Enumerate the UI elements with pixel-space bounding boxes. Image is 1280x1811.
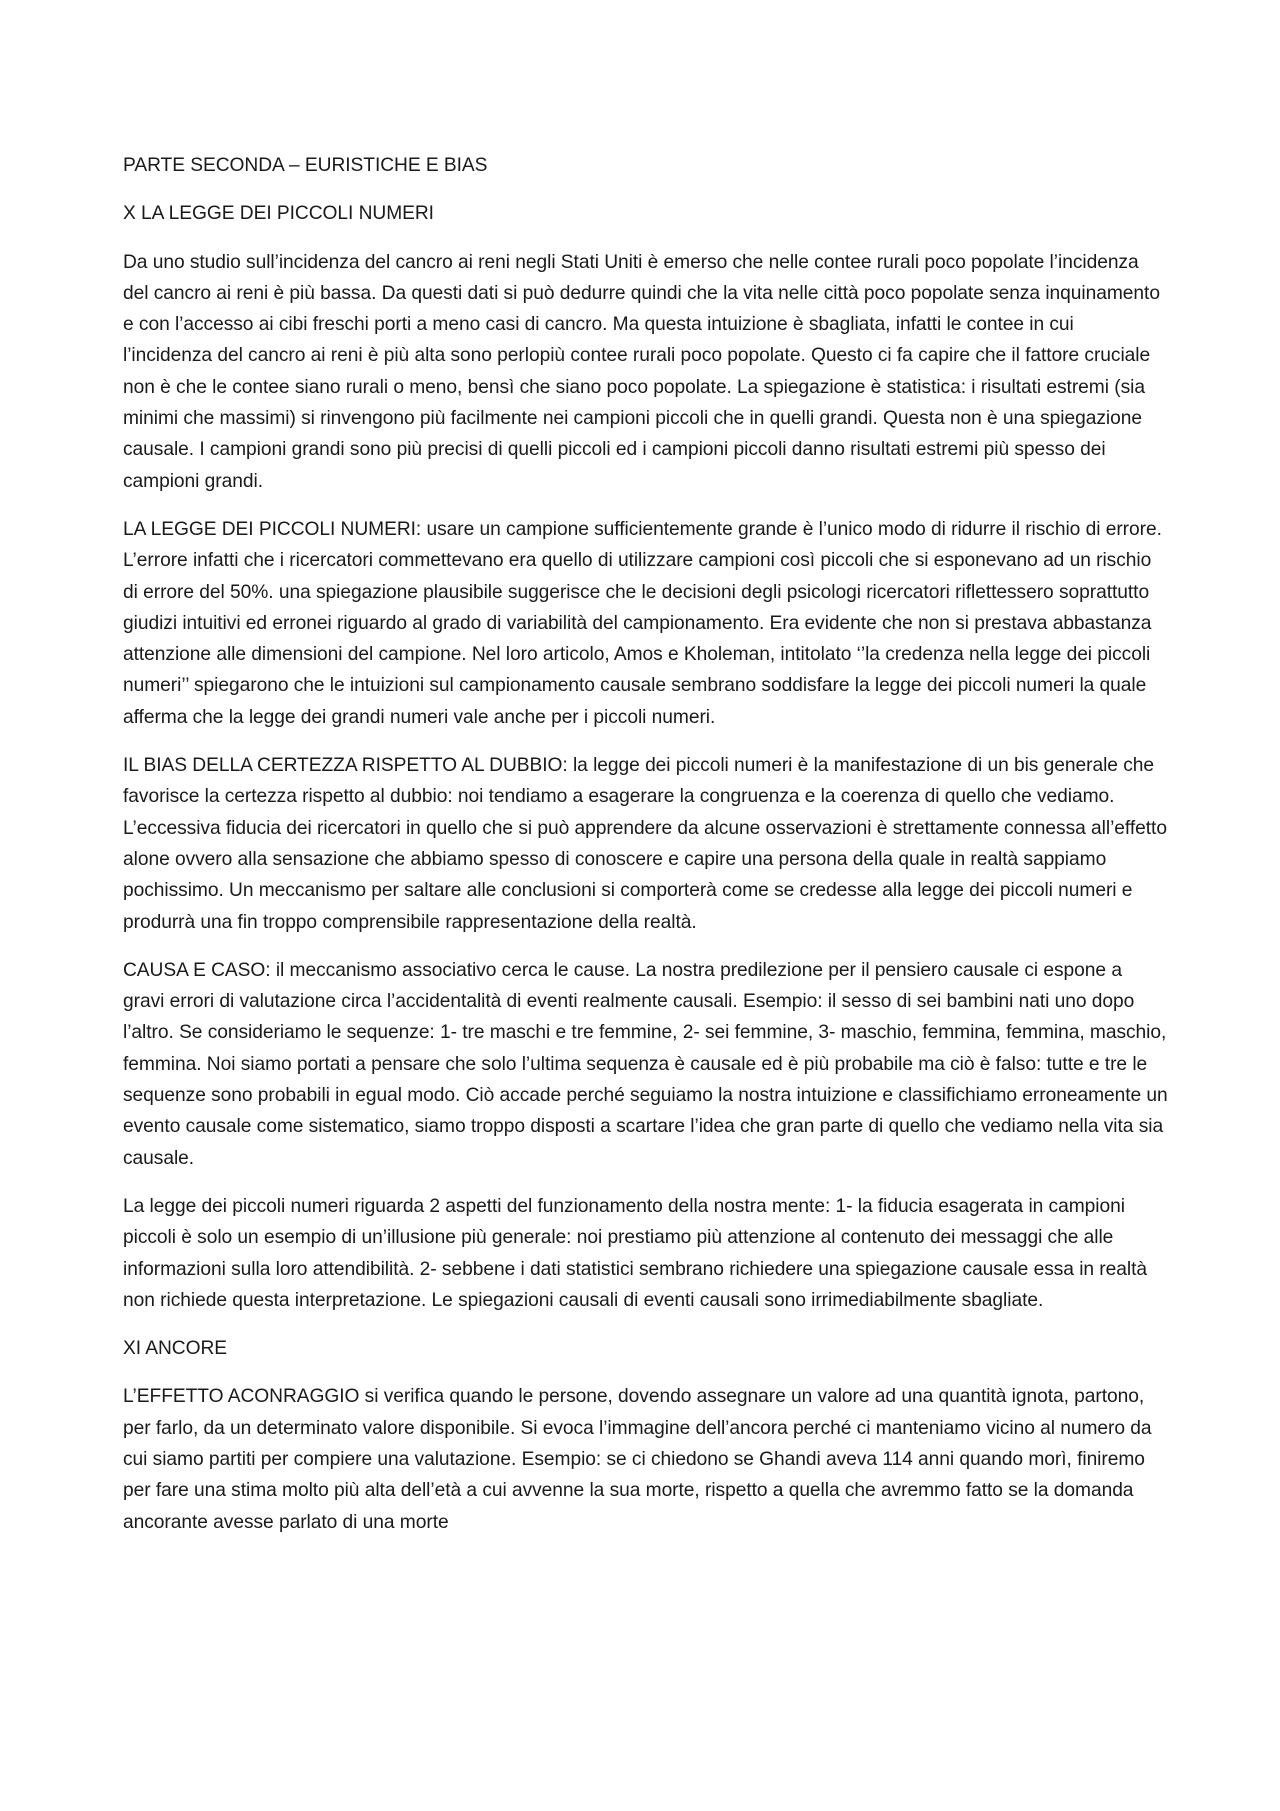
paragraph-two-aspects: La legge dei piccoli numeri riguarda 2 aspetti del funzionamento della nostra mente: 1- la fiducia esagerata in campioni piccoli è solo un esempio di un’illusione più generale: noi prestiamo più attenzione al contenuto dei messaggi che alle informazioni sulla loro attendibilità. 2- sebbene i dati statistici sembrano richiedere una spiegazione causale essa in realtà non richiede questa interpretazione. Le spiegazioni causali di eventi causali sono irrimediabilmente sbagliate. [123, 1195, 1148, 1311]
part-title: PARTE SECONDA – EURISTICHE E BIAS [123, 155, 488, 176]
paragraph-certainty-bias: IL BIAS DELLA CERTEZZA RISPETTO AL DUBBIO: la legge dei piccoli numeri è la manifestazione di un bis generale che favorisce la certezza rispetto al dubbio: noi tendiamo a esagerare la congruenza e la coerenza di quello che vediamo. L’eccessiva fiducia dei ricercatori in quello che si può apprendere da alcune osservazioni è strettamente connessa all’effetto alone ovvero alla sensazione che abbiamo spesso di conoscere e capire una persona della quale in realtà sappiamo pochissimo. Un meccanismo per saltare alle conclusioni si comporterà come se credesse alla legge dei piccoli numeri e produrrà una fin troppo comprensibile rappresentazione della realtà. [123, 755, 1167, 933]
paragraph-small-numbers-law: LA LEGGE DEI PICCOLI NUMERI: usare un campione sufficientemente grande è l’unico modo di ridurre il rischio di errore. L’errore infatti che i ricercatori commettevano era quello di utilizzare campioni così piccoli che si esponevano ad un rischio di errore del 50%. una spiegazione plausibile suggerisce che le decisioni degli psicologi ricercatori riflettessero soprattutto giudizi intuitivi ed erronei riguardo al grado di variabilità del campionamento. Era evidente che non si prestava abbastanza attenzione alle dimensioni del campione. Nel loro articolo, Amos e Kholeman, intitolato ‘’la credenza nella legge dei piccoli numeri’’ spiegarono che le intuizioni sul campionamento causale sembrano soddisfare la legge dei piccoli numeri la quale afferma che la legge dei grandi numeri vale anche per i piccoli numeri. [123, 518, 1162, 728]
chapter-x-title: X LA LEGGE DEI PICCOLI NUMERI [123, 203, 434, 225]
paragraph-cancer-study: Da uno studio sull’incidenza del cancro ai reni negli Stati Uniti è emerso che nelle contee rurali poco popolate l’incidenza del cancro ai reni è più bassa. Da questi dati si può dedurre quindi che la vita nelle città poco popolate senza inquinamento e con l’accesso ai cibi freschi porti a meno casi di cancro. Ma questa intuizione è sbagliata, infatti le contee in cui l’incidenza del cancro ai reni è più alta sono perlopiù contee rurali poco popolate. Questo ci fa capire che il fattore cruciale non è che le contee siano rurali o meno, bensì che siano poco popolate. La spiegazione è statistica: i risultati estremi (sia minimi che massimi) si rinvengono più facilmente nei campioni piccoli che in quelli grandi. Questa non è una spiegazione causale. I campioni grandi sono più precisi di quelli piccoli ed i campioni piccoli danno risultati estremi più spesso dei campioni grandi. [123, 251, 1160, 492]
paragraph-cause-and-chance: CAUSA E CASO: il meccanismo associativo cerca le cause. La nostra predilezione per il pensiero causale ci espone a gravi errori di valutazione circa l’accidentalità di eventi realmente causali. Esempio: il sesso di sei bambini nati uno dopo l’altro. Se consideriamo le sequenze: 1- tre maschi e tre femmine, 2- sei femmine, 3- maschio, femmina, femmina, maschio, femmina. Noi siamo portati a pensare che solo l’ultima sequenza è causale ed è più probabile ma ciò è falso: tutte e tre le sequenze sono probabili in egual modo. Ciò accade perché seguiamo la nostra intuizione e classifichiamo erroneamente un evento causale come sistematico, siamo troppo disposti a scartare l’idea che gran parte di quello che vediamo nella vita sia causale. [123, 959, 1168, 1169]
chapter-xi-title: XI ANCORE [123, 1338, 228, 1360]
document-page [123, 150, 1168, 1555]
paragraph-anchoring-effect: L’EFFETTO ACONRAGGIO si verifica quando le persone, dovendo assegnare un valore ad una quantità ignota, partono, per farlo, da un determinato valore disponibile. Si evoca l’immagine dell’ancora perché ci manteniamo vicino al numero da cui siamo partiti per compiere una valutazione. Esempio: se ci chiedono se Ghandi aveva 114 anni quando morì, finiremo per fare una stima molto più alta dell’età a cui avvenne la sua morte, rispetto a quella che avremmo fatto se la domanda ancorante avesse parlato di una morte [123, 1386, 1152, 1533]
